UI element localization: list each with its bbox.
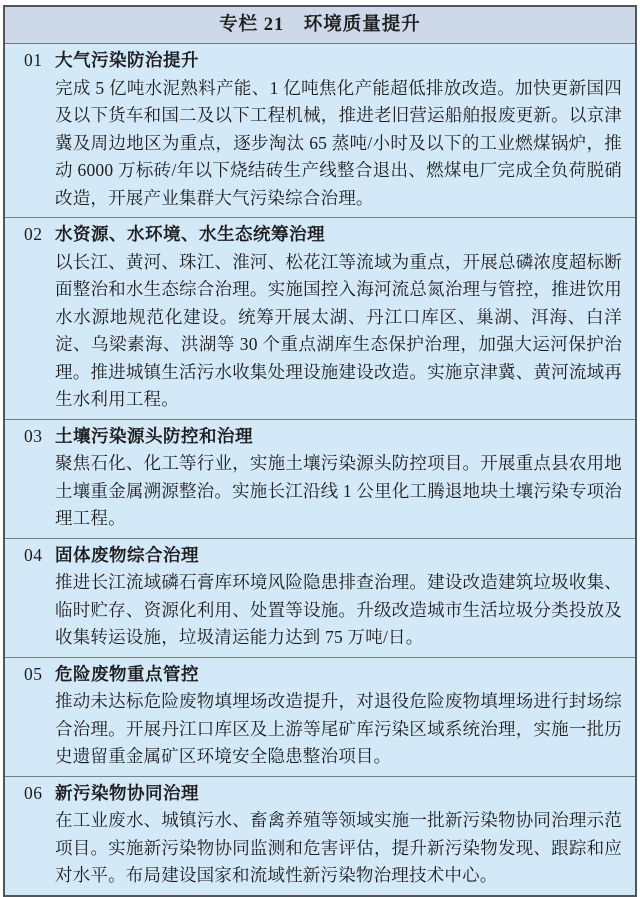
section-row-04 [5, 538, 635, 657]
section-list [5, 44, 635, 895]
section-number: 02 [24, 224, 43, 244]
section-title: 土壤污染源头防控和治理 [55, 425, 253, 446]
section-body: 推进长江流域磷石膏库环境风险隐患排查治理。建设改造建筑垃圾收集、临时贮存、资源化利用、处置等设施。升级改造城市生活垃圾分类投放及收集转运设施，垃圾清运能力达到 75 万吨/日。 [55, 572, 622, 647]
section-body: 以长江、黄河、珠江、淮河、松花江等流域为重点，开展总磷浓度超标断面整治和水生态综合治理。实施国控入海河流总氮治理与管控，推进饮用水水源地规范化建设。统筹开展太湖、丹江口库区、巢湖、洱海、白洋淀、乌梁素海、洪湖等 30 个重点湖库生态保护治理，加强大运河保护治理。推进城镇生活污水收集处理设施建设改造。实施京津冀、黄河流域再生水利用工程。 [55, 251, 622, 409]
section-row-03 [5, 419, 635, 538]
section-body: 聚焦石化、化工等行业，实施土壤污染源头防控项目。开展重点县农用地土壤重金属溯源整治。实施长江沿线 1 公里化工腾退地块土壤污染专项治理工程。 [55, 453, 622, 528]
section-number: 03 [24, 425, 43, 446]
section-title: 水资源、水环境、水生态统筹治理 [55, 224, 325, 244]
section-title: 固体废物综合治理 [55, 544, 199, 565]
section-title: 大气污染防治提升 [55, 50, 199, 70]
section-number: 04 [24, 544, 43, 565]
section-content [55, 221, 622, 414]
section-row-05 [5, 657, 635, 776]
section-content [55, 47, 622, 212]
section-body: 在工业废水、城镇污水、畜禽养殖等领域实施一批新污染物协同治理示范项目。实施新污染物协同监测和危害评估，提升新污染物发现、跟踪和应对水平。布局建设国家和流域性新污染物治理技术中心。 [55, 810, 622, 885]
section-number: 06 [24, 782, 43, 803]
section-content [55, 661, 622, 771]
section-content [55, 780, 622, 890]
column-box [3, 5, 637, 897]
section-title: 新污染物协同治理 [55, 782, 199, 803]
section-row-01 [5, 44, 635, 217]
section-content [55, 423, 622, 533]
section-row-06 [5, 776, 635, 895]
column-box-title: 专栏 21 环境质量提升 [5, 7, 635, 44]
section-number: 01 [24, 50, 43, 70]
page [0, 5, 640, 885]
section-number: 05 [24, 663, 43, 684]
section-title: 危险废物重点管控 [55, 663, 199, 684]
section-body: 推动未达标危险废物填埋场改造提升，对退役危险废物填埋场进行封场综合治理。开展丹江口库区及上游等尾矿库污染区域系统治理，实施一批历史遗留重金属矿区环境安全隐患整治项目。 [55, 691, 622, 766]
section-content [55, 542, 622, 652]
section-body: 完成 5 亿吨水泥熟料产能、1 亿吨焦化产能超低排放改造。加快更新国四及以下货车和国二及以下工程机械，推进老旧营运船舶报废更新。以京津冀及周边地区为重点，逐步淘汰 65 蒸吨/小时及以下的工业燃煤锅炉，推动 6000 万标砖/年以下烧结砖生产线整合退出、燃煤电厂完成全负荷脱硝改造，开展产业集群大气污染综合治理。 [55, 77, 622, 208]
section-row-02 [5, 217, 635, 419]
